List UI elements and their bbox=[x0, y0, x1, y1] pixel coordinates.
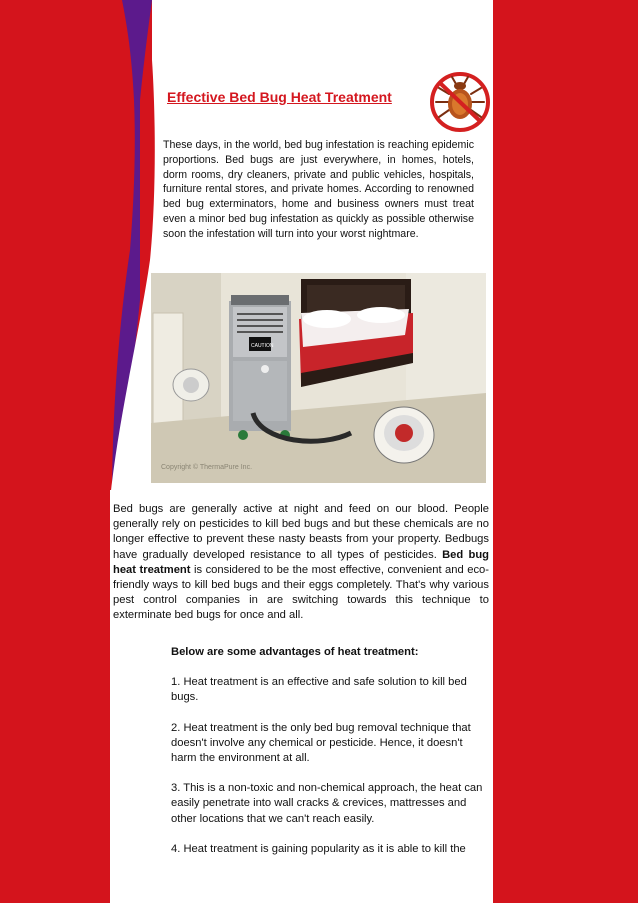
no-bedbug-icon bbox=[427, 70, 493, 134]
intro-paragraph: These days, in the world, bed bug infestation is reaching epidemic proportions. Bed bugs are just everywhere, in homes, hotels, dorm rooms, dry cleaners, private and public vehicles, hospitals, furniture rental stores, and private homes. According to renowned bed bug exterminators, home and business owners must treat even a minor bed bug infestation as quickly as possible otherwise soon the infestation will turn into your worst nightmare. bbox=[163, 139, 474, 240]
page-title: Effective Bed Bug Heat Treatment bbox=[167, 89, 392, 105]
photo-caption: Copyright © ThermaPure Inc. bbox=[161, 464, 253, 471]
advantage-item: 2. Heat treatment is the only bed bug removal technique that doesn't involve any chemical or pesticide. Hence, it doesn't harm the environment at all. bbox=[171, 721, 471, 765]
advantage-item: 3. This is a non-toxic and non-chemical approach, the heat can easily penetrate into wall cracks & crevices, mattresses and other locations that we can't reach easily. bbox=[171, 782, 483, 825]
advantages-heading: Below are some advantages of heat treatment: bbox=[171, 646, 419, 658]
svg-text:CAUTION: CAUTION bbox=[251, 343, 274, 349]
body-text-before: Bed bugs are generally active at night and feed on our blood. People generally rely on pesticides to kill bed bugs and but these chemicals are no longer effective to prevent these nasty beasts from your property. Bedbugs have gradually developed resistance to all types of pesticides. bbox=[113, 503, 489, 561]
advantage-item: 4. Heat treatment is gaining popularity as it is able to kill the bbox=[171, 842, 466, 855]
body-paragraph bbox=[113, 502, 489, 624]
body-bold-keyword: Bed bug heat treatment bbox=[113, 548, 489, 576]
body-text-after: is considered to be the most effective, convenient and eco-friendly ways to kill bed bugs and their eggs completely. That's why various pest control companies in are switching towards this technique to exterminate bed bugs for once and all. bbox=[113, 563, 489, 622]
heat-treatment-photo bbox=[151, 273, 486, 483]
advantage-item: 1. Heat treatment is an effective and safe solution to kill bed bugs. bbox=[171, 676, 467, 704]
advantages-section bbox=[171, 645, 489, 872]
